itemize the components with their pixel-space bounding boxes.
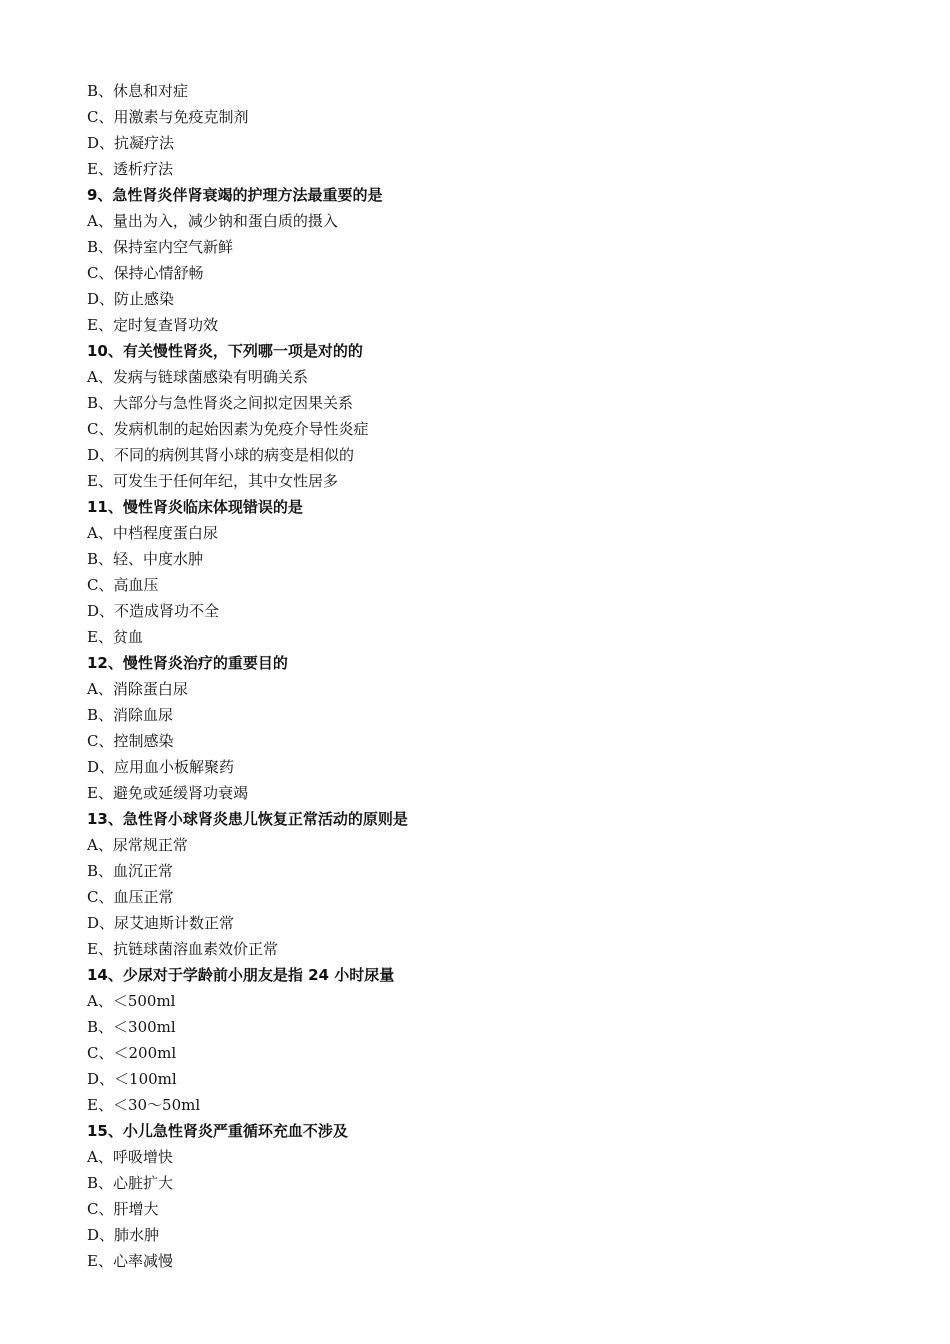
- question-heading: 13、急性肾小球肾炎患儿恢复正常活动的原则是: [87, 810, 408, 828]
- option-line: D、不造成肾功不全: [87, 602, 220, 620]
- option-line: E、可发生于任何年纪，其中女性居多: [87, 472, 338, 490]
- document-page: [87, 78, 887, 1274]
- option-line: C、肝增大: [87, 1200, 159, 1218]
- question-heading: 14、少尿对于学龄前小朋友是指 24 小时尿量: [87, 966, 395, 984]
- option-line: B、大部分与急性肾炎之间拟定因果关系: [87, 394, 354, 412]
- question-heading: 10、有关慢性肾炎，下列哪一项是对的的: [87, 342, 363, 360]
- option-line: E、定时复查肾功效: [87, 316, 218, 334]
- option-line: C、高血压: [87, 576, 159, 594]
- option-line: A、消除蛋白尿: [87, 680, 188, 698]
- option-line: D、＜100ml: [87, 1070, 177, 1088]
- option-line: A、量出为入，减少钠和蛋白质的摄入: [87, 212, 338, 230]
- option-line: D、尿艾迪斯计数正常: [87, 914, 235, 932]
- option-line: D、应用血小板解聚药: [87, 758, 235, 776]
- option-line: A、＜500ml: [87, 992, 176, 1010]
- option-line: C、保持心情舒畅: [87, 264, 204, 282]
- option-line: B、心脏扩大: [87, 1174, 174, 1192]
- question-heading: 9、急性肾炎伴肾衰竭的护理方法最重要的是: [87, 186, 383, 204]
- option-line: E、抗链球菌溶血素效价正常: [87, 940, 278, 958]
- option-line: E、贫血: [87, 628, 143, 646]
- option-line: C、发病机制的起始因素为免疫介导性炎症: [87, 420, 369, 438]
- option-line: B、＜300ml: [87, 1018, 176, 1036]
- option-line: B、轻、中度水肿: [87, 550, 204, 568]
- option-line: A、发病与链球菌感染有明确关系: [87, 368, 308, 386]
- option-line: D、防止感染: [87, 290, 175, 308]
- option-line: D、肺水肿: [87, 1226, 160, 1244]
- question-heading: 11、慢性肾炎临床体现错误的是: [87, 498, 303, 516]
- question-heading: 12、慢性肾炎治疗的重要目的: [87, 654, 288, 672]
- option-line: B、保持室内空气新鲜: [87, 238, 234, 256]
- option-line: E、心率减慢: [87, 1252, 173, 1270]
- option-line: B、消除血尿: [87, 706, 174, 724]
- option-line: A、中档程度蛋白尿: [87, 524, 218, 542]
- option-line: C、用激素与免疫克制剂: [87, 108, 249, 126]
- option-line: B、休息和对症: [87, 82, 189, 100]
- option-line: C、控制感染: [87, 732, 174, 750]
- option-line: C、血压正常: [87, 888, 174, 906]
- option-line: A、呼吸增快: [87, 1148, 173, 1166]
- option-line: B、血沉正常: [87, 862, 174, 880]
- option-line: D、不同的病例其肾小球的病变是相似的: [87, 446, 355, 464]
- option-line: C、＜200ml: [87, 1044, 177, 1062]
- option-line: E、＜30～50ml: [87, 1096, 201, 1114]
- option-line: A、尿常规正常: [87, 836, 188, 854]
- option-line: D、抗凝疗法: [87, 134, 175, 152]
- option-line: E、透析疗法: [87, 160, 173, 178]
- option-line: E、避免或延缓肾功衰竭: [87, 784, 248, 802]
- question-heading: 15、小儿急性肾炎严重循环充血不涉及: [87, 1122, 348, 1140]
